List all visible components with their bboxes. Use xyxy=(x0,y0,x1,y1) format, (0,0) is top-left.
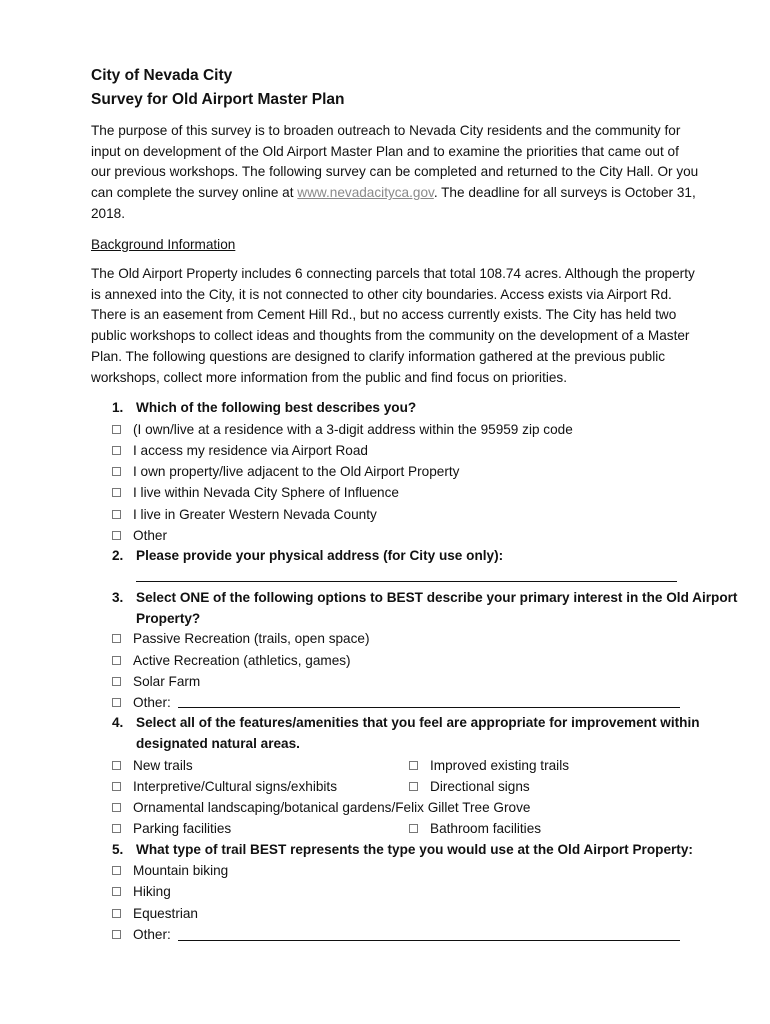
q1-option[interactable] xyxy=(112,420,573,440)
background-paragraph xyxy=(91,264,731,388)
survey-title: Survey for Old Airport Master Plan xyxy=(91,91,345,108)
option-label: Bathroom facilities xyxy=(430,821,542,836)
checkbox[interactable] xyxy=(112,510,121,519)
background-line: The Old Airport Property includes 6 connecting parcels that total 108.74 acres. Although the property xyxy=(91,266,695,281)
checkbox[interactable] xyxy=(409,761,418,770)
question-4 xyxy=(112,713,700,751)
q1-option[interactable] xyxy=(112,462,459,482)
intro-line: The purpose of this survey is to broaden outreach to Nevada City residents and the community for xyxy=(91,123,681,138)
option-label: Active Recreation (athletics, games) xyxy=(133,653,351,668)
checkbox[interactable] xyxy=(112,488,121,497)
checkbox[interactable] xyxy=(112,782,121,791)
intro-paragraph xyxy=(91,121,731,225)
option-label: Mountain biking xyxy=(133,863,229,878)
question-3 xyxy=(112,588,738,626)
q4-option[interactable] xyxy=(112,798,530,818)
q1-option[interactable] xyxy=(112,441,368,461)
q4-option[interactable] xyxy=(409,819,541,839)
question-number: 5. xyxy=(112,842,124,857)
option-label: I live within Nevada City Sphere of Influence xyxy=(133,485,399,500)
question-text: Which of the following best describes you? xyxy=(136,400,417,415)
q4-option[interactable] xyxy=(409,777,530,797)
intro-line4-prefix: can complete the survey online at xyxy=(91,185,298,201)
option-label: (I own/live at a residence with a 3-digit address within the 95959 zip code xyxy=(133,422,573,437)
q4-option[interactable] xyxy=(409,756,569,776)
question-number: 4. xyxy=(112,715,124,730)
intro-line xyxy=(91,183,731,204)
intro-line: 2018. xyxy=(91,205,126,221)
q4-option[interactable] xyxy=(112,819,231,839)
intro-line: input on development of the Old Airport Master Plan and to examine the priorities that came out of xyxy=(91,143,679,159)
question-5 xyxy=(112,840,693,861)
option-label: Other: xyxy=(133,927,171,942)
option-label: I own property/live adjacent to the Old Airport Property xyxy=(133,464,460,479)
checkbox[interactable] xyxy=(112,930,121,939)
option-label: Improved existing trails xyxy=(430,758,570,773)
checkbox[interactable] xyxy=(112,467,121,476)
q3-option[interactable] xyxy=(112,651,351,671)
question-text: What type of trail BEST represents the type you would use at the Old Airport Property: xyxy=(136,842,693,857)
checkbox[interactable] xyxy=(112,677,121,686)
checkbox[interactable] xyxy=(409,824,418,833)
q3-option[interactable] xyxy=(112,672,200,692)
option-label: Directional signs xyxy=(430,779,530,794)
question-text: Please provide your physical address (for City use only): xyxy=(136,548,504,563)
q1-option[interactable] xyxy=(112,526,167,546)
checkbox[interactable] xyxy=(112,698,121,707)
checkbox[interactable] xyxy=(112,446,121,455)
option-label: I access my residence via Airport Road xyxy=(133,443,368,458)
q1-option[interactable] xyxy=(112,505,377,525)
background-line: workshops, collect more information from the public and find focus on priorities. xyxy=(91,369,568,385)
q5-option[interactable] xyxy=(112,861,228,881)
checkbox[interactable] xyxy=(112,634,121,643)
q5-other-input-line[interactable] xyxy=(178,940,680,941)
intro-line4-suffix: . The deadline for all surveys is October 31, xyxy=(433,185,696,201)
q3-option[interactable] xyxy=(112,629,370,649)
question-text-cont: Property? xyxy=(136,610,201,626)
question-text-cont: designated natural areas. xyxy=(136,735,300,751)
address-input-line[interactable] xyxy=(136,581,677,582)
question-text: Select all of the features/amenities that you feel are appropriate for improvement within xyxy=(136,715,700,730)
org-title: City of Nevada City xyxy=(91,67,233,84)
q1-option[interactable] xyxy=(112,483,399,503)
question-text: Select ONE of the following options to BEST describe your primary interest in the Old Airport xyxy=(136,590,738,605)
intro-line: our previous workshops. The following survey can be completed and returned to the City Hall. Or you xyxy=(91,164,699,180)
checkbox[interactable] xyxy=(409,782,418,791)
q3-option[interactable] xyxy=(112,693,171,713)
option-label: I live in Greater Western Nevada County xyxy=(133,507,377,522)
background-line: public workshops to collect ideas and thoughts from the community on the development of a Master xyxy=(91,328,690,344)
option-label: Interpretive/Cultural signs/exhibits xyxy=(133,779,337,794)
background-line: There is an easement from Cement Hill Rd., but no access currently exists. The City has held two xyxy=(91,307,677,323)
option-label: Passive Recreation (trails, open space) xyxy=(133,631,370,646)
checkbox[interactable] xyxy=(112,887,121,896)
option-label: Hiking xyxy=(133,884,171,899)
checkbox[interactable] xyxy=(112,909,121,918)
question-number: 3. xyxy=(112,590,124,605)
checkbox[interactable] xyxy=(112,866,121,875)
background-line: is annexed into the City, it is not connected to other city boundaries. Access exists via Airport Rd. xyxy=(91,286,672,302)
q3-other-input-line[interactable] xyxy=(178,707,680,708)
checkbox[interactable] xyxy=(112,803,121,812)
background-line: Plan. The following questions are designed to clarify information gathered at the previous public xyxy=(91,348,666,364)
q4-option[interactable] xyxy=(112,756,193,776)
option-label: Solar Farm xyxy=(133,674,201,689)
q4-option[interactable] xyxy=(112,777,337,797)
question-2 xyxy=(112,546,503,567)
option-label: New trails xyxy=(133,758,193,773)
checkbox[interactable] xyxy=(112,824,121,833)
website-link[interactable]: www.nevadacityca.gov xyxy=(297,185,434,201)
question-number: 2. xyxy=(112,548,124,563)
option-label: Other: xyxy=(133,695,171,710)
option-label: Equestrian xyxy=(133,906,198,921)
option-label: Ornamental landscaping/botanical gardens/Felix Gillet Tree Grove xyxy=(133,800,531,815)
option-label: Parking facilities xyxy=(133,821,232,836)
question-number: 1. xyxy=(112,400,124,415)
checkbox[interactable] xyxy=(112,531,121,540)
question-1 xyxy=(112,398,416,419)
checkbox[interactable] xyxy=(112,761,121,770)
checkbox[interactable] xyxy=(112,425,121,434)
q5-option[interactable] xyxy=(112,904,198,924)
checkbox[interactable] xyxy=(112,656,121,665)
q5-option[interactable] xyxy=(112,925,171,945)
option-label: Other xyxy=(133,528,167,543)
q5-option[interactable] xyxy=(112,882,171,902)
background-heading: Background Information xyxy=(91,237,236,252)
